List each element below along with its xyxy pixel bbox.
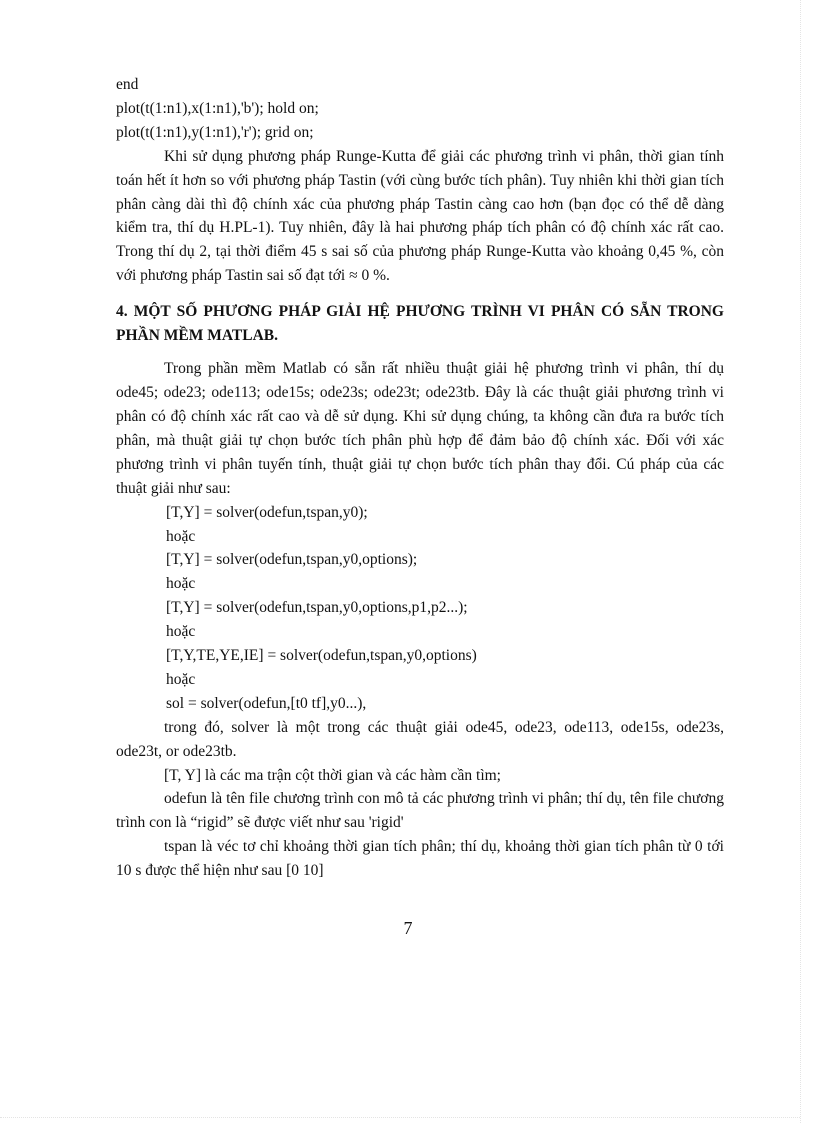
page-edge-right [800,0,802,1123]
syntax-or: hoặc [166,623,196,641]
syntax-line: [T,Y] = solver(odefun,tspan,y0,options); [166,551,418,569]
paragraph-matlab-solvers: Trong phần mềm Matlab có sẵn rất nhiều thuật giải hệ phương trình vi phân, thí dụ ode45; ode23; ode113; ode15s; ode23s; ode23t; ode23tb. Đây là các thuật giải phương trình vi phân có độ chính xác rất cao và dễ sử dụng. Khi sử dụng chúng, ta không cần đưa ra bước tích phân, mà thuật giải tự chọn bước tích phân phù hợp để đảm bảo độ chính xác. Đối với xác phương trình vi phân tuyến tính, thuật giải tự chọn bước tích phân thay đổi. Cú pháp của các thuật giải như sau: [116,360,724,497]
paragraph-tspan-desc: tspan là véc tơ chỉ khoảng thời gian tích phân; thí dụ, khoảng thời gian tích phân từ 0 tới 10 s được thể hiện như sau [0 10] [116,838,724,880]
section-heading: 4. MỘT SỐ PHƯƠNG PHÁP GIẢI HỆ PHƯƠNG TRÌNH VI PHÂN CÓ SẴN TRONG PHẦN MỀM MATLAB. [116,303,724,345]
syntax-line: [T,Y] = solver(odefun,tspan,y0,options,p1,p2...); [166,599,468,617]
page-number: 7 [403,918,413,938]
paragraph-runge-kutta: Khi sử dụng phương pháp Runge-Kutta để giải các phương trình vi phân, thời gian tính toán hết ít hơn so với phương pháp Tastin (với cùng bước tích phân). Tuy nhiên khi thời gian tích phân càng dài thì độ chính xác của phương pháp Tastin càng cao hơn (bạn đọc có thể dễ dàng kiểm tra, thí dụ H.PL-1). Tuy nhiên, đây là hai phương pháp tích phân có độ chính xác rất cao. Trong thí dụ 2, tại thời điểm 45 s sai số của phương pháp Runge-Kutta vào khoảng 0,45 %, còn với phương pháp Tastin sai số đạt tới ≈ 0 %. [116,147,724,285]
syntax-line: sol = solver(odefun,[t0 tf],y0...), [166,694,367,712]
text-column [116,73,724,883]
page-edge-bottom [0,1117,800,1119]
syntax-line: [T,Y] = solver(odefun,tspan,y0); [166,503,368,521]
code-line: plot(t(1:n1),x(1:n1),'b'); hold on; [116,99,319,117]
code-line: plot(t(1:n1),y(1:n1),'r'); grid on; [116,123,314,141]
paragraph-odefun-desc: odefun là tên file chương trình con mô tả các phương trình vi phân; thí dụ, tên file chương trình con là “rigid” sẽ được viết như sau 'rigid' [116,790,724,832]
code-line: end [116,76,139,93]
syntax-line: [T,Y,TE,YE,IE] = solver(odefun,tspan,y0,options) [166,647,477,665]
syntax-or: hoặc [166,575,196,593]
paragraph-solver-list: trong đó, solver là một trong các thuật giải ode45, ode23, ode113, ode15s, ode23s, ode23t, or ode23tb. [116,718,724,760]
syntax-or: hoặc [166,670,196,688]
syntax-or: hoặc [166,527,196,545]
paragraph-ty-desc: [T, Y] là các ma trận cột thời gian và các hàm cần tìm; [164,766,501,784]
